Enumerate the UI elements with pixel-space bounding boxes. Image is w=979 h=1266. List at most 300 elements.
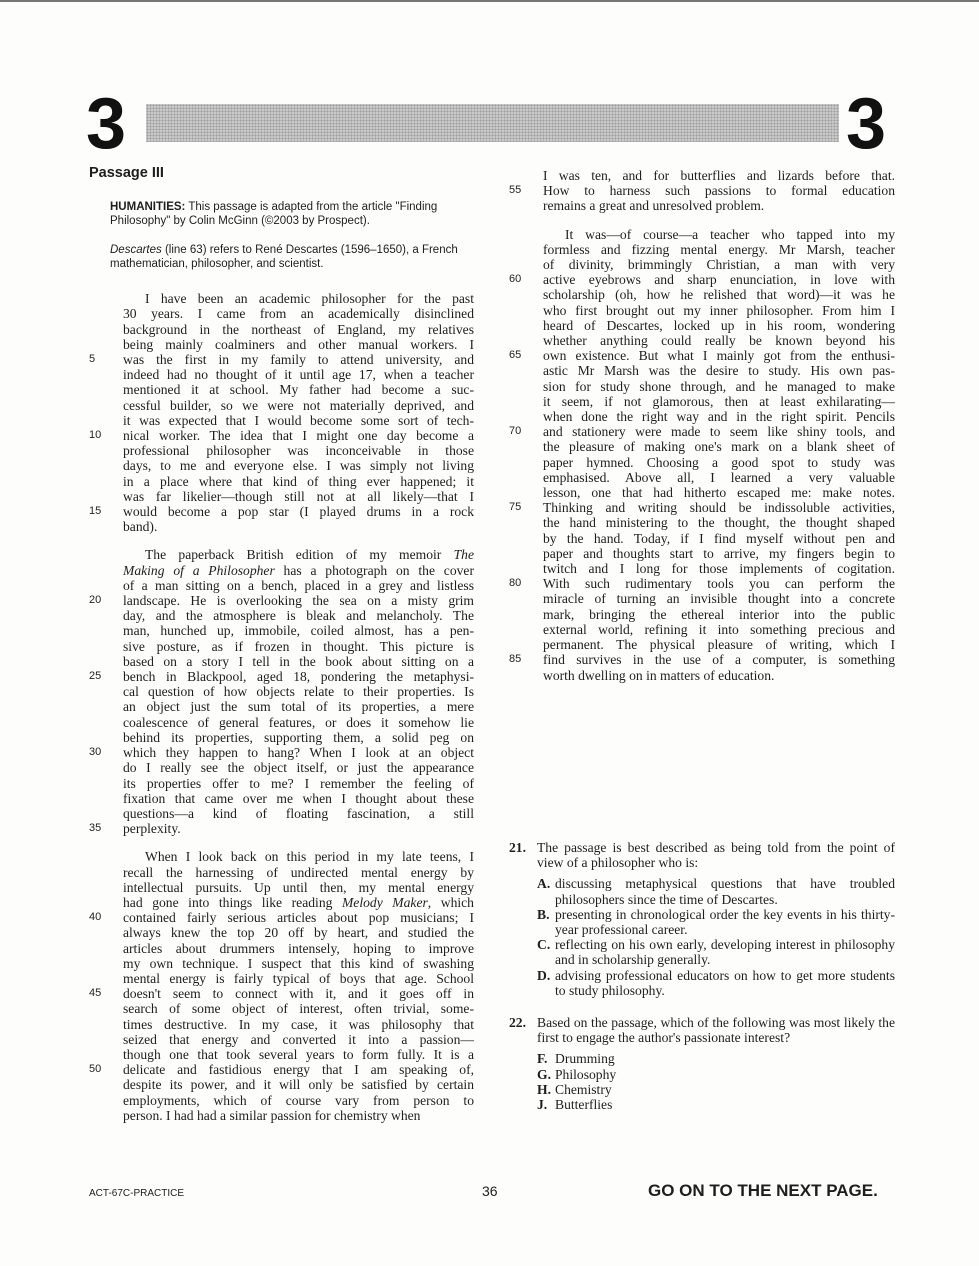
passage-line — [509, 257, 895, 272]
line-text: sion for study shone through, and he managed to make — [543, 378, 895, 394]
line-text: times destructive. In my case, it was philosophy that — [123, 1016, 474, 1032]
option-letter: G. — [537, 1066, 551, 1082]
line-text: I have been an academic philosopher for the past — [145, 291, 474, 307]
line-number — [89, 760, 123, 775]
line-text: person. I had had a similar passion for chemistry when — [123, 1107, 421, 1123]
option-text: reflecting on his own early, developing interest in philosophy and in scholarship generally. — [555, 937, 895, 968]
question-stem: Based on the passage, which of the following was most likely the first to engage the author's passionate interest? — [537, 1015, 895, 1046]
line-number: 5 — [89, 353, 96, 366]
passage-line — [509, 500, 895, 515]
passage-line — [89, 1062, 474, 1077]
passage-line — [509, 424, 895, 439]
italic-title: Melody Maker — [341, 894, 428, 910]
passage-line — [89, 291, 474, 306]
line-number — [509, 379, 543, 394]
line-text: had gone into things like reading Melody Maker, which — [123, 894, 474, 910]
passage-line — [89, 971, 474, 986]
line-number — [89, 715, 123, 730]
passage-line — [509, 668, 895, 683]
passage-line — [89, 458, 474, 473]
passage-line — [509, 333, 895, 348]
section-header-band — [146, 104, 839, 142]
line-number — [89, 776, 123, 791]
line-number — [509, 318, 543, 333]
line-text: it was expected that I would become some sort of tech- — [123, 412, 474, 428]
line-number — [89, 458, 123, 473]
line-text: of divinity, brimmingly Christian, a man with very — [543, 257, 895, 273]
intro-label: HUMANITIES: — [110, 201, 186, 214]
line-text: permanent. The physical pleasure of writing, which I — [543, 637, 895, 653]
line-text: scholarship (oh, how he relished that word)—it was he — [543, 287, 895, 303]
line-number — [89, 1047, 123, 1062]
question-stem-row — [509, 1015, 895, 1045]
line-text: emphasised. Above all, I learned a very valuable — [543, 469, 895, 485]
line-number — [89, 654, 123, 669]
line-number — [509, 485, 543, 500]
descartes-note — [110, 244, 467, 271]
line-text: which they happen to hang? When I look at an object — [123, 745, 474, 761]
line-text: employments, which of course vary from person to — [123, 1092, 474, 1108]
line-number — [89, 699, 123, 714]
line-text: being mainly coalminers and other manual workers. I — [123, 336, 474, 352]
answer-option — [537, 968, 895, 998]
left-column — [89, 166, 474, 1123]
option-letter: C. — [537, 937, 551, 953]
line-text: and stationery were made to seem like shiny tools, and — [543, 424, 895, 440]
line-number — [89, 413, 123, 428]
passage-line — [509, 379, 895, 394]
line-text: sive posture, as if frozen in thought. This picture is — [123, 638, 474, 654]
line-number: 10 — [89, 429, 102, 442]
line-text: whether anything could really be known beyond his — [543, 333, 895, 349]
line-text: cessful builder, so we were not materially deprived, and — [123, 397, 474, 413]
line-number — [89, 578, 123, 593]
passage-line — [89, 474, 474, 489]
passage-line — [89, 352, 474, 367]
line-text: find survives in the use of a computer, is something — [543, 652, 895, 668]
line-number — [89, 1108, 123, 1123]
passage-line — [509, 303, 895, 318]
line-number — [509, 561, 543, 576]
line-number — [509, 409, 543, 424]
line-text: doesn't seem to connect with it, and it goes off in — [123, 986, 474, 1002]
passage-line — [509, 363, 895, 378]
paragraph-gap — [89, 836, 474, 849]
passage-line — [89, 578, 474, 593]
line-text: How to harness such passions to formal education — [543, 183, 895, 199]
line-text: coalescence of general features, or does it somehow lie — [123, 714, 474, 730]
passage-line — [89, 428, 474, 443]
line-text: fixation that came over me when I thought about these — [123, 790, 474, 806]
passage-line — [89, 910, 474, 925]
passage-line — [89, 880, 474, 895]
line-number — [89, 730, 123, 745]
line-number — [89, 865, 123, 880]
line-text: day, and the atmosphere is bleak and melancholy. The — [123, 608, 474, 624]
passage-line — [89, 776, 474, 791]
line-number — [89, 608, 123, 623]
passage-line — [89, 1047, 474, 1062]
line-text: an object just the sum total of its properties, a mere — [123, 699, 474, 715]
line-text: cal question of how objects relate to their properties. Is — [123, 684, 474, 700]
line-text: 30 years. I came from an academically disinclined — [123, 306, 474, 322]
line-number — [509, 333, 543, 348]
passage-line — [89, 337, 474, 352]
line-text: was the first in my family to attend university, and — [123, 352, 474, 368]
line-number — [89, 337, 123, 352]
passage-line — [89, 654, 474, 669]
passage-line — [89, 608, 474, 623]
passage-line — [89, 715, 474, 730]
passage-line — [89, 699, 474, 714]
line-number — [89, 382, 123, 397]
line-number — [509, 591, 543, 606]
line-text: paper hymned. Choosing a good spot to study was — [543, 454, 895, 470]
passage-line — [509, 591, 895, 606]
passage-line — [509, 470, 895, 485]
line-text: recall the harnessing of undirected mental energy by — [123, 864, 474, 880]
passage-line — [89, 849, 474, 864]
passage-line — [89, 956, 474, 971]
line-number — [89, 489, 123, 504]
line-text: active eyebrows and sharp enunciation, in love with — [543, 272, 895, 288]
answer-option — [537, 1097, 895, 1112]
line-number — [509, 168, 543, 183]
line-number — [89, 1077, 123, 1092]
answer-option — [537, 1051, 895, 1066]
line-number — [509, 303, 543, 318]
line-text: do I really see the object itself, or just the appearance — [123, 760, 474, 776]
option-letter: J. — [537, 1097, 548, 1113]
question — [509, 1015, 895, 1112]
line-text: always knew the top 20 off by heart, and studied the — [123, 925, 474, 941]
line-number: 80 — [509, 577, 522, 590]
note-text: (line 63) refers to René Descartes (1596–1650), a French mathematician, philosopher, and scientist. — [110, 244, 458, 270]
line-text: The paperback British edition of my memoir The — [145, 547, 474, 563]
passage-line — [509, 348, 895, 363]
passage-line — [89, 413, 474, 428]
passage-line — [89, 941, 474, 956]
passage-line — [509, 183, 895, 198]
line-text: astic Mr Marsh was the desire to study. His own pas- — [543, 363, 895, 379]
passage-line — [89, 623, 474, 638]
answer-option — [537, 907, 895, 937]
line-text: in a place where that kind of thing ever happened; it — [123, 473, 474, 489]
line-text: my own technique. I suspect that this kind of swashing — [123, 955, 474, 971]
line-number: 75 — [509, 501, 522, 514]
line-number — [89, 474, 123, 489]
line-number: 45 — [89, 987, 102, 1000]
passage-line — [89, 821, 474, 836]
line-number — [509, 455, 543, 470]
option-text: presenting in chronological order the key events in his thirty-year professional career. — [555, 906, 895, 938]
line-number — [509, 515, 543, 530]
line-text: behind its properties, supporting them, a solid peg on — [123, 729, 474, 745]
line-number — [89, 849, 123, 864]
passage-line — [89, 489, 474, 504]
paragraph-gap — [89, 534, 474, 547]
page-number: 36 — [482, 1183, 498, 1199]
passage-line — [509, 409, 895, 424]
line-text: intellectual pursuits. Up until then, my mental energy — [123, 879, 474, 895]
line-number — [509, 287, 543, 302]
passage-line — [89, 669, 474, 684]
line-number: 55 — [509, 184, 522, 197]
line-text: man, hunched up, immobile, coiled almost, has a pen- — [123, 623, 474, 639]
line-text: background in the northeast of England, my relatives — [123, 321, 474, 337]
line-number — [89, 306, 123, 321]
line-number: 20 — [89, 594, 102, 607]
line-text: paper and thoughts start to arrive, my fingers begin to — [543, 545, 895, 561]
passage-line — [89, 398, 474, 413]
line-number — [509, 394, 543, 409]
line-number: 35 — [89, 822, 102, 835]
line-text: Thinking and writing should be indissoluble activities, — [543, 500, 895, 516]
line-number — [89, 623, 123, 638]
line-number — [89, 1093, 123, 1108]
line-number: 15 — [89, 505, 102, 518]
line-text: When I look back on this period in my late teens, I — [145, 849, 474, 865]
line-number — [89, 322, 123, 337]
line-number: 30 — [89, 746, 102, 759]
line-number — [509, 546, 543, 561]
line-text: It was—of course—a teacher who tapped into my — [565, 226, 895, 242]
question-stem: The passage is best described as being told from the point of view of a philosopher who is: — [537, 840, 895, 871]
line-text: days, to me and everyone else. I was simply not living — [123, 458, 474, 474]
passage-line — [509, 439, 895, 454]
line-number: 65 — [509, 349, 522, 362]
line-number — [89, 791, 123, 806]
passage-line — [89, 865, 474, 880]
passage-line — [89, 1093, 474, 1108]
line-text: contained fairly serious articles about pop musicians; I — [123, 910, 474, 926]
passage-line — [89, 730, 474, 745]
line-text: band). — [123, 519, 158, 535]
line-text: professional philosopher was inconceivable in those — [123, 443, 474, 459]
passage-line — [89, 986, 474, 1001]
passage-line — [509, 242, 895, 257]
option-text: Butterflies — [555, 1097, 613, 1113]
line-text: landscape. He is overlooking the sea on a misty grim — [123, 593, 474, 609]
passage-line — [89, 306, 474, 321]
line-number — [509, 257, 543, 272]
line-number — [509, 668, 543, 683]
right-column — [509, 168, 895, 683]
line-text: remains a great and unresolved problem. — [543, 198, 765, 214]
option-text: discussing metaphysical questions that have troubled philosophers since the time of Descartes. — [555, 876, 895, 907]
italic-title: Making of a Philosopher — [123, 562, 275, 578]
passage-line — [89, 519, 474, 534]
line-number — [509, 363, 543, 378]
passage-line — [509, 637, 895, 652]
line-text: it seem, if not glamorous, then at least exhilarating— — [543, 393, 895, 409]
passage-line — [509, 546, 895, 561]
line-number — [89, 806, 123, 821]
line-number — [89, 639, 123, 654]
note-title: Descartes — [110, 244, 162, 257]
line-text: bench in Blackpool, aged 18, pondering the metaphysi- — [123, 669, 474, 685]
line-number — [89, 895, 123, 910]
passage-line — [509, 394, 895, 409]
line-number — [89, 971, 123, 986]
line-number — [509, 531, 543, 546]
line-text: would become a pop star (I played drums in a rock — [123, 504, 474, 520]
line-text: search of some object of interest, often trivial, some- — [123, 1001, 474, 1017]
passage-line — [89, 593, 474, 608]
line-number — [509, 622, 543, 637]
line-number — [509, 198, 543, 213]
answer-option — [537, 876, 895, 906]
line-number — [509, 470, 543, 485]
answer-option — [537, 1067, 895, 1082]
passage-line — [89, 806, 474, 821]
passage-line — [509, 576, 895, 591]
answer-option — [537, 937, 895, 967]
question — [509, 840, 895, 998]
line-number — [89, 367, 123, 382]
line-number: 70 — [509, 425, 522, 438]
line-text: despite its power, and it will only be satisfied by certain — [123, 1077, 474, 1093]
line-number — [89, 925, 123, 940]
passage-line — [509, 531, 895, 546]
line-number — [509, 242, 543, 257]
line-number — [509, 227, 543, 242]
intro-text: This passage is adapted from the article "Finding Philosophy" by Colin McGinn (©2003 by Prospect). — [110, 201, 438, 227]
footer-code: ACT-67C-PRACTICE — [89, 1188, 185, 1199]
line-text: miracle of turning an invisible thought into a concrete — [543, 591, 895, 607]
passage-line — [89, 760, 474, 775]
top-rule — [0, 0, 979, 2]
question-stem-row — [509, 840, 895, 870]
questions-block — [509, 840, 895, 1112]
passage-line — [509, 198, 895, 213]
line-number: 60 — [509, 273, 522, 286]
passage-line — [509, 272, 895, 287]
passage-line — [509, 561, 895, 576]
line-text: own existence. But what I mainly got from the enthusi- — [543, 348, 895, 364]
passage-line — [509, 168, 895, 183]
line-text: external world, refining it into something precious and — [543, 621, 895, 637]
line-text: I was ten, and for butterflies and lizards before that. — [543, 168, 895, 183]
passage-line — [509, 515, 895, 530]
line-text: questions—a kind of floating fascination, a still — [123, 805, 474, 821]
line-number — [89, 563, 123, 578]
line-text: heard of Descartes, locked up in his room, wondering — [543, 317, 895, 333]
line-number — [89, 398, 123, 413]
passage-line — [89, 504, 474, 519]
line-number — [509, 637, 543, 652]
line-number — [89, 519, 123, 534]
passage-line — [89, 443, 474, 458]
passage-line — [89, 382, 474, 397]
go-on-next-page: GO ON TO THE NEXT PAGE. — [648, 1181, 878, 1200]
passage-line — [509, 652, 895, 667]
question-number: 21. — [509, 840, 526, 855]
line-number: 50 — [89, 1063, 102, 1076]
line-text: though one that took several years to form fully. It is a — [123, 1046, 474, 1062]
line-text: its properties offer to me? I remember the feeling of — [123, 775, 474, 791]
line-text: delicate and fastidious energy that I am speaking of, — [123, 1062, 474, 1078]
option-text: Philosophy — [555, 1066, 617, 1082]
line-text: articles about drummers intensely, hoping to improve — [123, 940, 474, 956]
passage-line — [89, 745, 474, 760]
option-text: Drumming — [555, 1051, 615, 1067]
passage-line — [89, 322, 474, 337]
line-text: Making of a Philosopher has a photograph on the cover — [123, 562, 474, 578]
line-number: 85 — [509, 653, 522, 666]
line-text: With such rudimentary tools you can perform the — [543, 576, 895, 592]
passage-line — [89, 895, 474, 910]
passage-line — [89, 791, 474, 806]
line-text: mentioned it at school. My father had become a suc- — [123, 382, 474, 398]
line-number — [89, 956, 123, 971]
line-text: the pleasure of making one's mark on a blank sheet of — [543, 439, 895, 455]
passage-line — [509, 318, 895, 333]
passage-text-left — [89, 291, 474, 1123]
line-number — [89, 1017, 123, 1032]
passage-line — [509, 287, 895, 302]
passage-intro — [110, 201, 467, 228]
line-text: indeed had no thought of it until age 17, when a teacher — [123, 367, 474, 383]
line-number — [89, 880, 123, 895]
passage-title: Passage III — [89, 165, 164, 181]
option-letter: D. — [537, 967, 551, 983]
line-text: formless and fizzing mental energy. Mr Marsh, teacher — [543, 241, 895, 257]
passage-line — [89, 925, 474, 940]
passage-line — [89, 1017, 474, 1032]
option-text: Chemistry — [555, 1081, 612, 1097]
line-text: twitch and I long for those implements of cogitation. — [543, 561, 895, 577]
passage-line — [89, 1077, 474, 1092]
answer-option — [537, 1082, 895, 1097]
passage-line — [89, 1108, 474, 1123]
line-text: mental energy is fairly typical of boys that age. School — [123, 970, 474, 986]
line-number — [509, 607, 543, 622]
line-text: by the hand. Today, if I find myself without pen and — [543, 530, 895, 546]
line-number — [89, 291, 123, 306]
line-number — [89, 684, 123, 699]
passage-line — [89, 639, 474, 654]
line-text: of a man sitting on a bench, placed in a grey and listless — [123, 577, 474, 593]
line-number — [89, 547, 123, 562]
passage-line — [509, 455, 895, 470]
passage-line — [89, 563, 474, 578]
option-letter: F. — [537, 1051, 548, 1067]
option-letter: H. — [537, 1081, 551, 1097]
line-text: was far likelier—though still not at all likely—that I — [123, 488, 474, 504]
line-number: 25 — [89, 670, 102, 683]
question-number: 22. — [509, 1015, 526, 1031]
line-text: perplexity. — [123, 821, 181, 837]
line-number — [89, 1001, 123, 1016]
passage-text-right — [509, 168, 895, 683]
line-text: lesson, one that had hitherto escaped me: make notes. — [543, 485, 895, 501]
option-letter: A. — [537, 876, 551, 892]
section-number-left: 3 — [86, 84, 127, 164]
line-text: nical worker. The idea that I might one day become a — [123, 428, 474, 444]
line-number — [89, 443, 123, 458]
option-text: advising professional educators on how to get more students to study philosophy. — [555, 967, 895, 998]
line-number: 40 — [89, 911, 102, 924]
option-letter: B. — [537, 906, 550, 922]
passage-line — [509, 622, 895, 637]
line-text: worth dwelling on in matters of education. — [543, 667, 775, 683]
line-text: seized that energy and converted it into a passion— — [123, 1031, 474, 1047]
passage-line — [509, 607, 895, 622]
line-text: who first brought out my inner philosopher. From him I — [543, 302, 895, 318]
line-number — [89, 1032, 123, 1047]
passage-line — [89, 1032, 474, 1047]
